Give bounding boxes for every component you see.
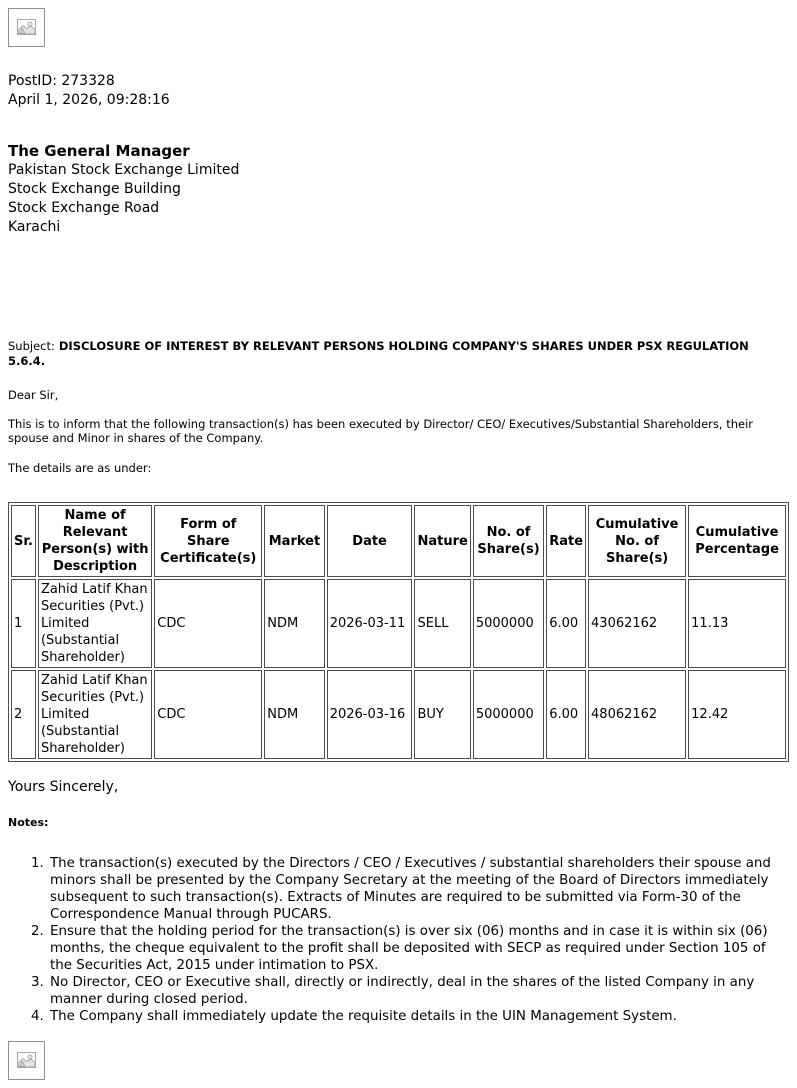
note-item: 1. The transaction(s) executed by the Directors / CEO / Executives / substantial shareholders their spouse and minors shall be presented by the Company Secretary at the meeting of the Board of Directors immediately subsequent to such transaction(s). Extracts of Minutes are required to be submitted via Form-30 of the Correspondence Manual through PUCARS.	[48, 855, 789, 923]
cell-market: NDM	[264, 670, 324, 759]
notes-label: Notes:	[8, 816, 49, 829]
note-item: 2. Ensure that the holding period for the transaction(s) is over six (06) months and in case it is within six (06) months, the cheque equivalent to the profit shall be deposited with SECP as required under Section 105 of the Securities Act, 2015 under intimation to PSX.	[48, 923, 789, 974]
subject-label: Subject:	[8, 339, 55, 353]
cell-date: 2026-03-11	[327, 579, 413, 668]
cell-sr: 2	[11, 670, 36, 759]
cell-no-of-shares: 5000000	[473, 579, 544, 668]
col-header-name: Name of Relevant Person(s) with Description	[38, 505, 152, 577]
table-header	[11, 505, 786, 577]
col-header-cumulative-shares: Cumulative No. of Share(s)	[588, 505, 686, 577]
col-header-form: Form of Share Certificate(s)	[154, 505, 262, 577]
body-intro-paragraph: This is to inform that the following transaction(s) has been executed by Director/ CEO/ Executives/Substantial Shareholders, their spouse and Minor in shares of the Company.	[8, 417, 754, 445]
broken-image-icon	[8, 1041, 45, 1080]
note-item: 3. No Director, CEO or Executive shall, directly or indirectly, deal in the shares of the listed Company in any manner during closed period.	[48, 974, 789, 1008]
closing-line: Yours Sincerely,	[8, 779, 119, 795]
col-header-cumulative-percentage: Cumulative Percentage	[688, 505, 786, 577]
cell-market: NDM	[264, 579, 324, 668]
image-placeholder-icon	[16, 17, 37, 38]
image-placeholder-icon	[16, 1050, 37, 1071]
details-lead: The details are as under:	[8, 461, 152, 475]
cell-form: CDC	[154, 670, 262, 759]
post-datetime: April 1, 2026, 09:28:16	[8, 91, 170, 108]
cell-nature: SELL	[414, 579, 470, 668]
table-row	[11, 670, 786, 759]
address-line: Stock Exchange Road	[8, 200, 160, 216]
subject-line	[8, 339, 789, 369]
cell-name: Zahid Latif Khan Securities (Pvt.) Limited (Substantial Shareholder)	[38, 670, 152, 759]
cell-no-of-shares: 5000000	[473, 670, 544, 759]
cell-cumulative-percentage: 12.42	[688, 670, 786, 759]
recipient-name: The General Manager	[8, 142, 190, 160]
cell-rate: 6.00	[546, 579, 586, 668]
broken-image-icon	[8, 8, 45, 47]
post-meta	[8, 72, 789, 109]
cell-nature: BUY	[414, 670, 470, 759]
recipient-address-block	[8, 142, 789, 237]
cell-date: 2026-03-16	[327, 670, 413, 759]
cell-form: CDC	[154, 579, 262, 668]
transactions-table	[8, 502, 789, 762]
cell-sr: 1	[11, 579, 36, 668]
table-header-row	[11, 505, 786, 577]
subject-text: DISCLOSURE OF INTEREST BY RELEVANT PERSONS HOLDING COMPANY'S SHARES UNDER PSX REGULATION 5.6.4.	[8, 339, 749, 368]
cell-cumulative-shares: 48062162	[588, 670, 686, 759]
cell-cumulative-percentage: 11.13	[688, 579, 786, 668]
col-header-no-of-shares: No. of Share(s)	[473, 505, 544, 577]
notes-list	[8, 855, 789, 1025]
cell-cumulative-shares: 43062162	[588, 579, 686, 668]
document-page	[8, 8, 789, 1080]
address-line: Stock Exchange Building	[8, 181, 181, 197]
address-line: Pakistan Stock Exchange Limited	[8, 162, 240, 178]
cell-rate: 6.00	[546, 670, 586, 759]
col-header-sr: Sr.	[11, 505, 36, 577]
address-line: Karachi	[8, 219, 61, 235]
note-item: 4. The Company shall immediately update the requisite details in the UIN Management System.	[48, 1008, 789, 1025]
col-header-nature: Nature	[414, 505, 470, 577]
col-header-rate: Rate	[546, 505, 586, 577]
salutation: Dear Sir,	[8, 388, 59, 402]
table-row	[11, 579, 786, 668]
cell-name: Zahid Latif Khan Securities (Pvt.) Limited (Substantial Shareholder)	[38, 579, 152, 668]
col-header-date: Date	[327, 505, 413, 577]
col-header-market: Market	[264, 505, 324, 577]
post-id: PostID: 273328	[8, 73, 115, 89]
